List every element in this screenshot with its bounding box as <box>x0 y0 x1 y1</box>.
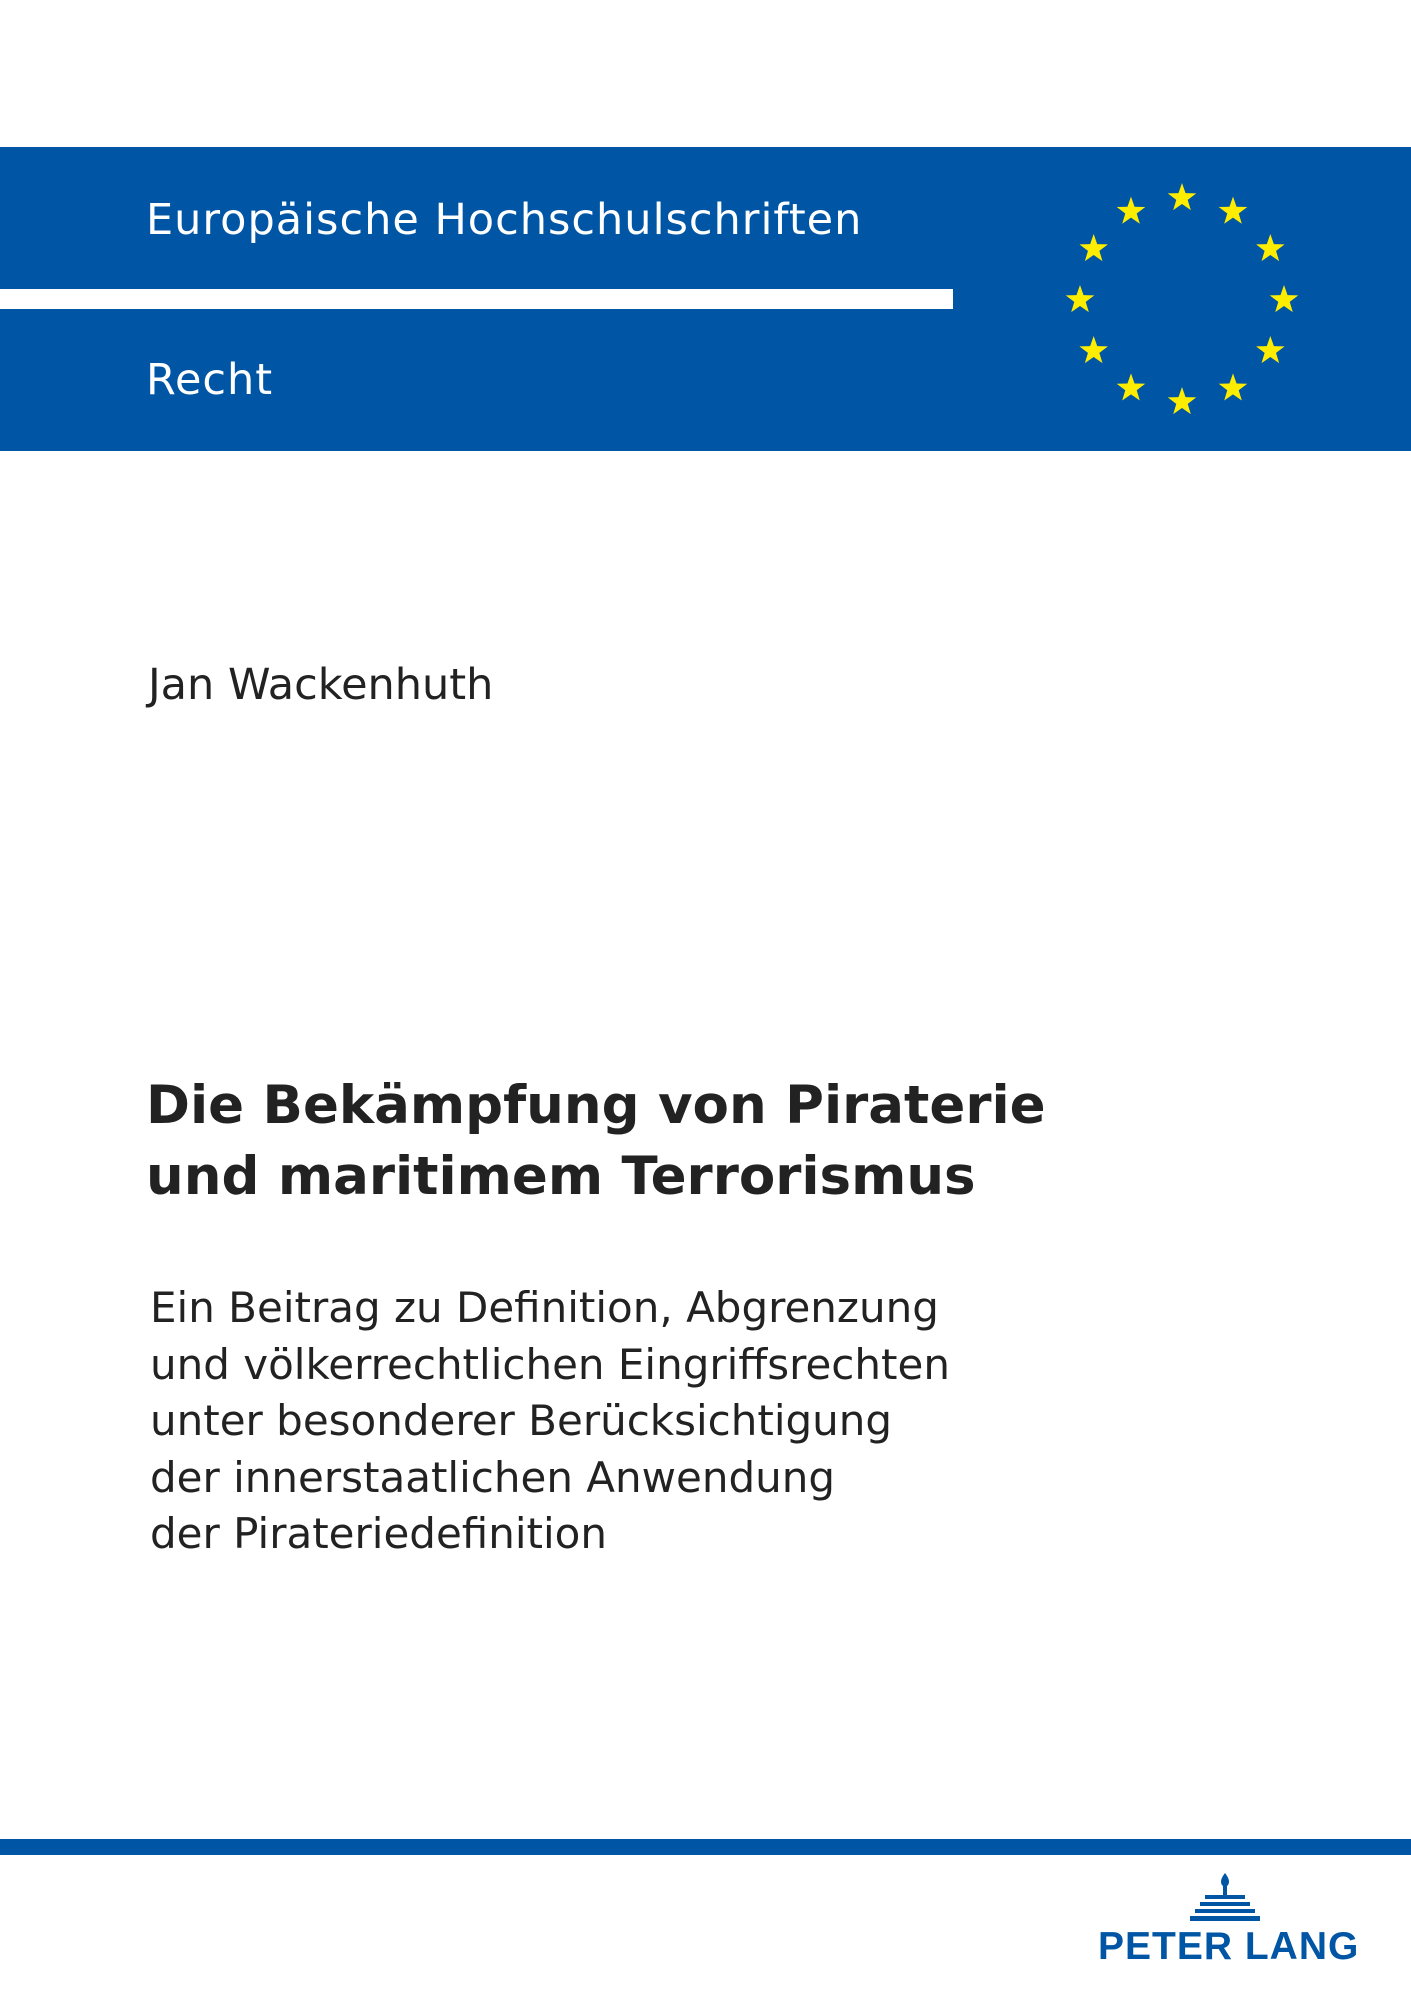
star-icon <box>1256 336 1285 363</box>
eu-stars-circle-icon <box>1058 176 1306 424</box>
star-icon <box>1168 387 1197 414</box>
band-divider-stripe <box>0 289 953 309</box>
book-subtitle-line: der Pirateriedefinition <box>150 1509 607 1558</box>
star-icon <box>1270 285 1299 312</box>
publisher-name: PETER LANG <box>1098 1925 1360 1968</box>
book-subtitle <box>150 1280 1050 1563</box>
star-icon <box>1219 197 1248 224</box>
series-subject: Recht <box>146 355 274 405</box>
star-icon <box>1079 234 1108 261</box>
star-icon <box>1079 336 1108 363</box>
star-icon <box>1066 285 1095 312</box>
star-icon <box>1168 183 1197 210</box>
book-subtitle-line: unter besonderer Berücksichtigung <box>150 1396 893 1445</box>
star-icon <box>1256 234 1285 261</box>
author-name: Jan Wackenhuth <box>148 660 494 710</box>
star-icon <box>1117 373 1146 400</box>
book-title-line: und maritimem Terrorismus <box>146 1146 976 1207</box>
book-title <box>146 1070 1046 1212</box>
bottom-rule <box>0 1839 1411 1855</box>
peter-lang-logo-icon <box>1185 1873 1265 1925</box>
book-subtitle-line: der innerstaatlichen Anwendung <box>150 1452 836 1502</box>
star-icon <box>1219 373 1248 400</box>
book-subtitle-line: Ein Beitrag zu Definition, Abgrenzung <box>150 1283 939 1332</box>
series-title: Europäische Hochschulschriften <box>146 195 863 245</box>
book-subtitle-line: und völkerrechtlichen Eingriffsrechten <box>150 1339 950 1389</box>
book-title-line: Die Bekämpfung von Piraterie <box>146 1075 1046 1136</box>
star-icon <box>1117 197 1146 224</box>
